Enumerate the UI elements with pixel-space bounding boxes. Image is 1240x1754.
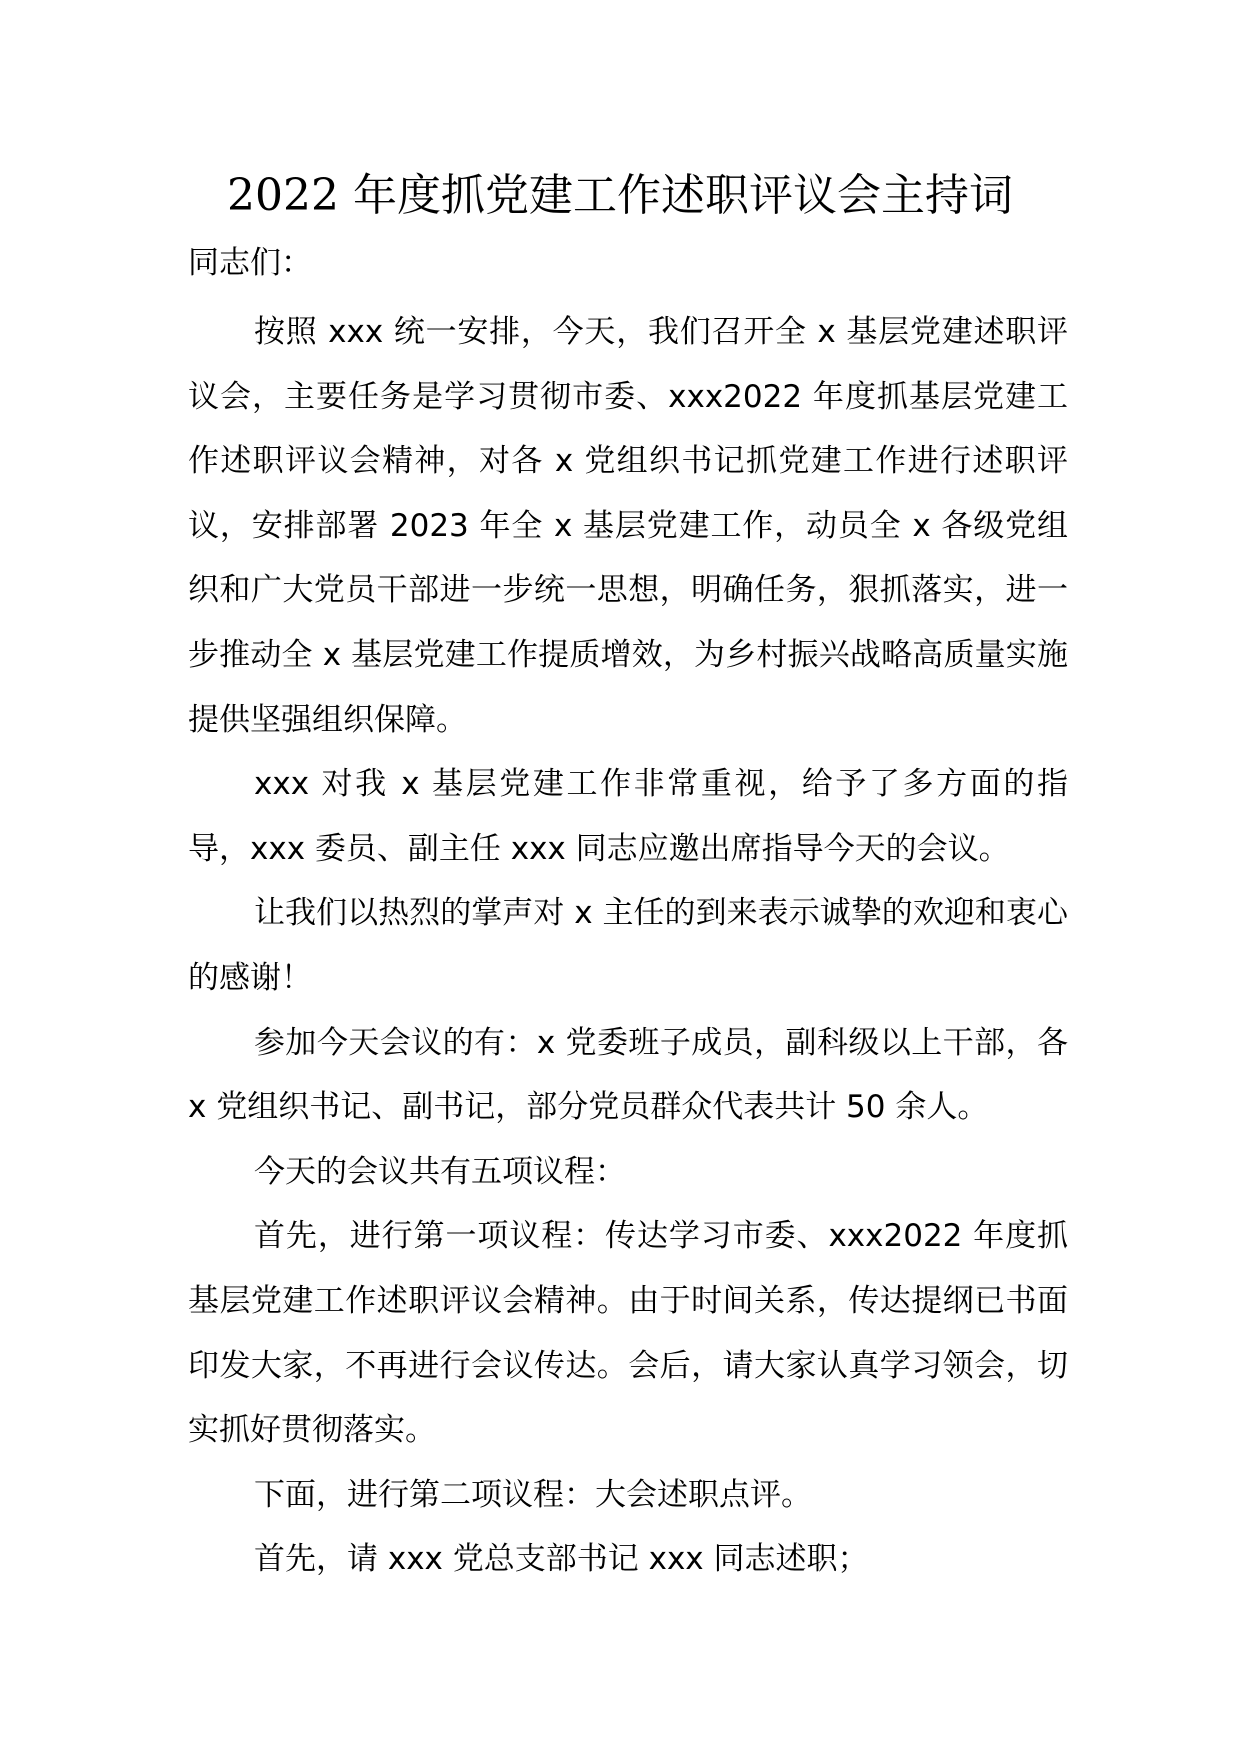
document-title: 2022 年度抓党建工作述职评议会主持词 bbox=[227, 170, 1013, 221]
paragraph-guidance: xxx 对我 x 基层党建工作非常重视，给予了多方面的指导，xxx 委员、副主任 xxx 同志应邀出席指导今天的会议。 bbox=[188, 766, 1068, 867]
paragraph-first-report: 首先，请 xxx 党总支部书记 xxx 同志述职； bbox=[254, 1541, 869, 1578]
paragraph-agenda-item-2: 下面，进行第二项议程：大会述职点评。 bbox=[254, 1476, 812, 1513]
greeting: 同志们： bbox=[188, 245, 312, 281]
paragraph-agenda-item-1: 首先，进行第一项议程：传达学习市委、xxx2022 年度抓基层党建工作述职评议会精神。由于时间关系，传达提纲已书面印发大家，不再进行会议传达。会后，请大家认真学习领会，切实抓好贯彻落实。 bbox=[188, 1218, 1068, 1449]
paragraph-welcome: 让我们以热烈的掌声对 x 主任的到来表示诚挚的欢迎和衷心的感谢！ bbox=[188, 895, 1068, 996]
paragraph-opening: 按照 xxx 统一安排，今天，我们召开全 x 基层党建述职评议会，主要任务是学习贯彻市委、xxx2022 年度抓基层党建工作述职评议会精神，对各 x 党组织书记抓党建工作进行述职评议，安排部署 2023 年全 x 基层党建工作，动员全 x 各级党组织和广大党员干部进一步统一思想，明确任务，狠抓落实，进一步推动全 x 基层党建工作提质增效，为乡村振兴战略高质量实施提供坚强组织保障。 bbox=[188, 314, 1068, 738]
document-body bbox=[188, 300, 1068, 1592]
paragraph-agenda-intro: 今天的会议共有五项议程： bbox=[254, 1153, 626, 1190]
paragraph-attendees: 参加今天会议的有：x 党委班子成员，副科级以上干部，各 x 党组织书记、副书记，部分党员群众代表共计 50 余人。 bbox=[188, 1024, 1068, 1126]
